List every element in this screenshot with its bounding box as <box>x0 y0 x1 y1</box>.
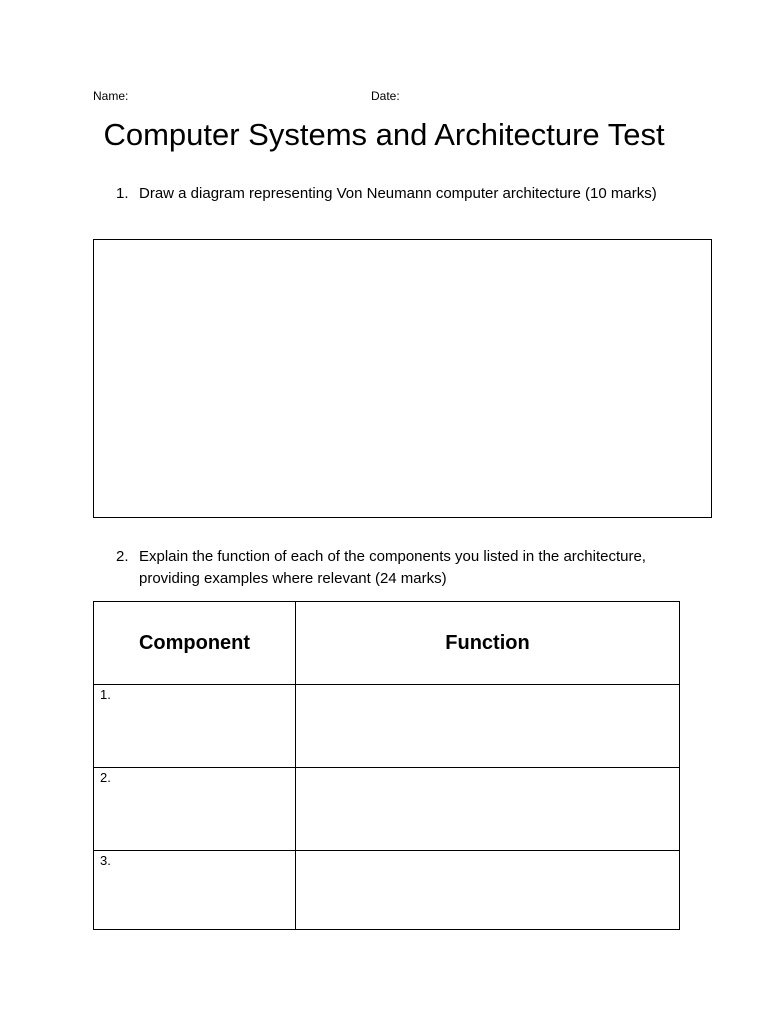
row-number: 2. <box>100 770 111 785</box>
function-cell-2[interactable] <box>296 768 680 851</box>
table-row <box>94 685 680 768</box>
component-function-table <box>93 601 680 930</box>
diagram-answer-box[interactable] <box>93 239 712 518</box>
question-2-number: 2. <box>116 548 129 565</box>
row-number: 3. <box>100 853 111 868</box>
table-row <box>94 851 680 930</box>
component-column-header: Component <box>94 602 296 685</box>
row-number: 1. <box>100 687 111 702</box>
function-column-header: Function <box>296 602 680 685</box>
function-cell-3[interactable] <box>296 851 680 930</box>
date-label: Date: <box>371 89 400 103</box>
question-2 <box>116 546 686 590</box>
table-header-row <box>94 602 680 685</box>
page-title: Computer Systems and Architecture Test <box>103 117 665 152</box>
component-cell-3[interactable] <box>94 851 296 930</box>
question-1 <box>116 183 686 205</box>
name-label: Name: <box>93 89 129 103</box>
component-cell-1[interactable] <box>94 685 296 768</box>
component-cell-2[interactable] <box>94 768 296 851</box>
question-1-text: Draw a diagram representing Von Neumann computer architecture (10 marks) <box>139 185 657 202</box>
table-row <box>94 768 680 851</box>
question-2-text: Explain the function of each of the components you listed in the architecture, providing examples where relevant (24 marks) <box>139 548 646 587</box>
function-cell-1[interactable] <box>296 685 680 768</box>
question-1-number: 1. <box>116 185 129 202</box>
